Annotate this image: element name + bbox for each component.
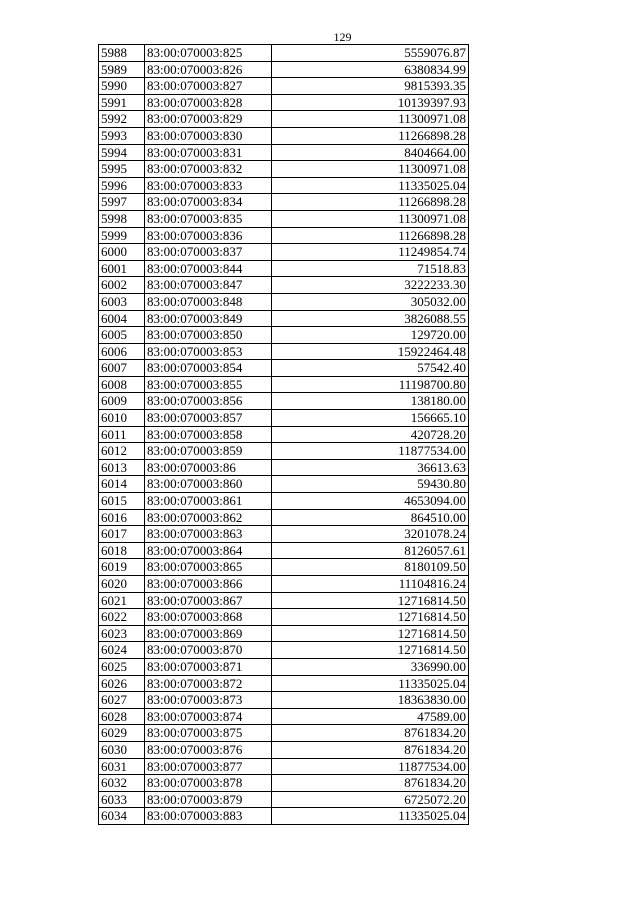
cadastral-number-cell: 83:00:070003:859 bbox=[145, 443, 272, 460]
cadastral-number-cell: 83:00:070003:867 bbox=[145, 592, 272, 609]
cadastral-number-cell: 83:00:070003:826 bbox=[145, 61, 272, 78]
table-row bbox=[99, 509, 469, 526]
row-number-cell: 6013 bbox=[99, 459, 145, 476]
cadastral-number-cell: 83:00:070003:850 bbox=[145, 327, 272, 344]
cadastral-number-cell: 83:00:070003:832 bbox=[145, 161, 272, 178]
cadastral-number-cell: 83:00:070003:833 bbox=[145, 177, 272, 194]
cadastral-value-cell: 8404664.00 bbox=[272, 144, 469, 161]
row-number-cell: 6015 bbox=[99, 493, 145, 510]
cadastral-number-cell: 83:00:070003:862 bbox=[145, 509, 272, 526]
table-row bbox=[99, 775, 469, 792]
cadastral-number-cell: 83:00:070003:874 bbox=[145, 708, 272, 725]
cadastral-number-cell: 83:00:070003:847 bbox=[145, 277, 272, 294]
table-row bbox=[99, 127, 469, 144]
cadastral-value-cell: 6725072.20 bbox=[272, 791, 469, 808]
cadastral-number-cell: 83:00:070003:878 bbox=[145, 775, 272, 792]
table-row bbox=[99, 393, 469, 410]
cadastral-value-cell: 11249854.74 bbox=[272, 244, 469, 261]
cadastral-value-cell: 11877534.00 bbox=[272, 758, 469, 775]
row-number-cell: 6016 bbox=[99, 509, 145, 526]
row-number-cell: 6006 bbox=[99, 343, 145, 360]
row-number-cell: 6027 bbox=[99, 692, 145, 709]
table-row bbox=[99, 758, 469, 775]
cadastral-number-cell: 83:00:070003:825 bbox=[145, 45, 272, 62]
row-number-cell: 6024 bbox=[99, 642, 145, 659]
cadastral-number-cell: 83:00:070003:854 bbox=[145, 360, 272, 377]
cadastral-number-cell: 83:00:070003:831 bbox=[145, 144, 272, 161]
table-row bbox=[99, 277, 469, 294]
table-row bbox=[99, 741, 469, 758]
row-number-cell: 5993 bbox=[99, 127, 145, 144]
table-row bbox=[99, 808, 469, 825]
cadastral-number-cell: 83:00:070003:861 bbox=[145, 493, 272, 510]
table-row bbox=[99, 144, 469, 161]
table-row bbox=[99, 343, 469, 360]
cadastral-value-cell: 11198700.80 bbox=[272, 376, 469, 393]
cadastral-number-cell: 83:00:070003:86 bbox=[145, 459, 272, 476]
table-row bbox=[99, 791, 469, 808]
row-number-cell: 6020 bbox=[99, 576, 145, 593]
table-row bbox=[99, 675, 469, 692]
table-row bbox=[99, 45, 469, 62]
table-row bbox=[99, 625, 469, 642]
cadastral-value-cell: 18363830.00 bbox=[272, 692, 469, 709]
cadastral-number-cell: 83:00:070003:857 bbox=[145, 410, 272, 427]
cadastral-value-cell: 11877534.00 bbox=[272, 443, 469, 460]
table-row bbox=[99, 725, 469, 742]
cadastral-number-cell: 83:00:070003:856 bbox=[145, 393, 272, 410]
cadastral-number-cell: 83:00:070003:835 bbox=[145, 210, 272, 227]
row-number-cell: 6022 bbox=[99, 609, 145, 626]
table-row bbox=[99, 260, 469, 277]
row-number-cell: 5991 bbox=[99, 94, 145, 111]
cadastral-number-cell: 83:00:070003:855 bbox=[145, 376, 272, 393]
table-body bbox=[99, 45, 469, 825]
cadastral-number-cell: 83:00:070003:849 bbox=[145, 310, 272, 327]
cadastral-value-cell: 11300971.08 bbox=[272, 111, 469, 128]
cadastral-value-cell: 71518.83 bbox=[272, 260, 469, 277]
row-number-cell: 6012 bbox=[99, 443, 145, 460]
cadastral-number-cell: 83:00:070003:866 bbox=[145, 576, 272, 593]
cadastral-value-cell: 15922464.48 bbox=[272, 343, 469, 360]
table-row bbox=[99, 609, 469, 626]
cadastral-number-cell: 83:00:070003:870 bbox=[145, 642, 272, 659]
row-number-cell: 6018 bbox=[99, 542, 145, 559]
cadastral-value-cell: 4653094.00 bbox=[272, 493, 469, 510]
row-number-cell: 5992 bbox=[99, 111, 145, 128]
row-number-cell: 5997 bbox=[99, 194, 145, 211]
row-number-cell: 6010 bbox=[99, 410, 145, 427]
table-row bbox=[99, 708, 469, 725]
row-number-cell: 6023 bbox=[99, 625, 145, 642]
row-number-cell: 6001 bbox=[99, 260, 145, 277]
cadastral-value-cell: 8761834.20 bbox=[272, 725, 469, 742]
cadastral-number-cell: 83:00:070003:837 bbox=[145, 244, 272, 261]
cadastral-value-cell: 8126057.61 bbox=[272, 542, 469, 559]
cadastral-value-cell: 305032.00 bbox=[272, 293, 469, 310]
row-number-cell: 6033 bbox=[99, 791, 145, 808]
table-row bbox=[99, 327, 469, 344]
cadastral-number-cell: 83:00:070003:860 bbox=[145, 476, 272, 493]
cadastral-value-cell: 11335025.04 bbox=[272, 675, 469, 692]
row-number-cell: 6029 bbox=[99, 725, 145, 742]
row-number-cell: 6017 bbox=[99, 526, 145, 543]
cadastral-number-cell: 83:00:070003:883 bbox=[145, 808, 272, 825]
row-number-cell: 6030 bbox=[99, 741, 145, 758]
table-row bbox=[99, 476, 469, 493]
cadastral-value-cell: 5559076.87 bbox=[272, 45, 469, 62]
table-row bbox=[99, 410, 469, 427]
cadastral-number-cell: 83:00:070003:829 bbox=[145, 111, 272, 128]
cadastral-value-cell: 156665.10 bbox=[272, 410, 469, 427]
row-number-cell: 5996 bbox=[99, 177, 145, 194]
table-row bbox=[99, 376, 469, 393]
cadastral-value-cell: 3201078.24 bbox=[272, 526, 469, 543]
row-number-cell: 6009 bbox=[99, 393, 145, 410]
cadastral-value-cell: 10139397.93 bbox=[272, 94, 469, 111]
row-number-cell: 5995 bbox=[99, 161, 145, 178]
table-row bbox=[99, 426, 469, 443]
cadastral-number-cell: 83:00:070003:836 bbox=[145, 227, 272, 244]
table-row bbox=[99, 210, 469, 227]
table-row bbox=[99, 61, 469, 78]
cadastral-value-cell: 11300971.08 bbox=[272, 161, 469, 178]
table-row bbox=[99, 592, 469, 609]
cadastral-value-cell: 8180109.50 bbox=[272, 559, 469, 576]
table-row bbox=[99, 194, 469, 211]
cadastral-value-cell: 12716814.50 bbox=[272, 609, 469, 626]
table-row bbox=[99, 293, 469, 310]
cadastral-value-cell: 11335025.04 bbox=[272, 808, 469, 825]
row-number-cell: 6007 bbox=[99, 360, 145, 377]
row-number-cell: 5989 bbox=[99, 61, 145, 78]
cadastral-number-cell: 83:00:070003:877 bbox=[145, 758, 272, 775]
row-number-cell: 5998 bbox=[99, 210, 145, 227]
table-row bbox=[99, 227, 469, 244]
cadastral-number-cell: 83:00:070003:853 bbox=[145, 343, 272, 360]
table-row bbox=[99, 542, 469, 559]
table-row bbox=[99, 642, 469, 659]
row-number-cell: 6034 bbox=[99, 808, 145, 825]
cadastral-number-cell: 83:00:070003:868 bbox=[145, 609, 272, 626]
table-row bbox=[99, 658, 469, 675]
cadastral-value-cell: 12716814.50 bbox=[272, 642, 469, 659]
cadastral-value-cell: 9815393.35 bbox=[272, 78, 469, 95]
table-row bbox=[99, 692, 469, 709]
table-row bbox=[99, 310, 469, 327]
cadastral-number-cell: 83:00:070003:879 bbox=[145, 791, 272, 808]
cadastral-number-cell: 83:00:070003:863 bbox=[145, 526, 272, 543]
cadastral-value-cell: 6380834.99 bbox=[272, 61, 469, 78]
row-number-cell: 6005 bbox=[99, 327, 145, 344]
cadastral-value-cell: 12716814.50 bbox=[272, 592, 469, 609]
row-number-cell: 6014 bbox=[99, 476, 145, 493]
cadastral-number-cell: 83:00:070003:830 bbox=[145, 127, 272, 144]
cadastral-value-cell: 138180.00 bbox=[272, 393, 469, 410]
cadastral-value-cell: 59430.80 bbox=[272, 476, 469, 493]
table-row bbox=[99, 111, 469, 128]
row-number-cell: 6019 bbox=[99, 559, 145, 576]
cadastral-number-cell: 83:00:070003:872 bbox=[145, 675, 272, 692]
cadastral-number-cell: 83:00:070003:828 bbox=[145, 94, 272, 111]
row-number-cell: 6000 bbox=[99, 244, 145, 261]
cadastral-value-cell: 11266898.28 bbox=[272, 227, 469, 244]
cadastral-number-cell: 83:00:070003:844 bbox=[145, 260, 272, 277]
cadastral-number-cell: 83:00:070003:871 bbox=[145, 658, 272, 675]
cadastral-number-cell: 83:00:070003:873 bbox=[145, 692, 272, 709]
cadastral-value-cell: 8761834.20 bbox=[272, 775, 469, 792]
table-row bbox=[99, 459, 469, 476]
table-row bbox=[99, 78, 469, 95]
row-number-cell: 6004 bbox=[99, 310, 145, 327]
cadastral-value-cell: 11104816.24 bbox=[272, 576, 469, 593]
table-row bbox=[99, 493, 469, 510]
cadastral-value-cell: 57542.40 bbox=[272, 360, 469, 377]
cadastral-value-cell: 11266898.28 bbox=[272, 194, 469, 211]
cadastral-value-cell: 36613.63 bbox=[272, 459, 469, 476]
cadastral-value-table bbox=[98, 44, 469, 825]
cadastral-number-cell: 83:00:070003:865 bbox=[145, 559, 272, 576]
cadastral-number-cell: 83:00:070003:834 bbox=[145, 194, 272, 211]
table-row bbox=[99, 576, 469, 593]
cadastral-number-cell: 83:00:070003:827 bbox=[145, 78, 272, 95]
table-row bbox=[99, 94, 469, 111]
table-row bbox=[99, 244, 469, 261]
cadastral-value-cell: 336990.00 bbox=[272, 658, 469, 675]
table-row bbox=[99, 526, 469, 543]
page-number: 129 bbox=[333, 30, 352, 44]
cadastral-number-cell: 83:00:070003:864 bbox=[145, 542, 272, 559]
cadastral-number-cell: 83:00:070003:869 bbox=[145, 625, 272, 642]
cadastral-value-cell: 3222233.30 bbox=[272, 277, 469, 294]
table-row bbox=[99, 177, 469, 194]
row-number-cell: 6002 bbox=[99, 277, 145, 294]
row-number-cell: 6031 bbox=[99, 758, 145, 775]
row-number-cell: 6025 bbox=[99, 658, 145, 675]
row-number-cell: 6032 bbox=[99, 775, 145, 792]
row-number-cell: 6011 bbox=[99, 426, 145, 443]
row-number-cell: 6003 bbox=[99, 293, 145, 310]
row-number-cell: 6021 bbox=[99, 592, 145, 609]
cadastral-value-cell: 12716814.50 bbox=[272, 625, 469, 642]
cadastral-value-cell: 8761834.20 bbox=[272, 741, 469, 758]
row-number-cell: 5994 bbox=[99, 144, 145, 161]
table-row bbox=[99, 360, 469, 377]
table-row bbox=[99, 443, 469, 460]
cadastral-value-cell: 47589.00 bbox=[272, 708, 469, 725]
cadastral-value-cell: 11335025.04 bbox=[272, 177, 469, 194]
table-row bbox=[99, 161, 469, 178]
cadastral-number-cell: 83:00:070003:848 bbox=[145, 293, 272, 310]
cadastral-value-cell: 11266898.28 bbox=[272, 127, 469, 144]
cadastral-value-cell: 420728.20 bbox=[272, 426, 469, 443]
row-number-cell: 5990 bbox=[99, 78, 145, 95]
cadastral-value-cell: 3826088.55 bbox=[272, 310, 469, 327]
row-number-cell: 6028 bbox=[99, 708, 145, 725]
row-number-cell: 6008 bbox=[99, 376, 145, 393]
row-number-cell: 6026 bbox=[99, 675, 145, 692]
cadastral-value-cell: 864510.00 bbox=[272, 509, 469, 526]
cadastral-value-cell: 129720.00 bbox=[272, 327, 469, 344]
cadastral-number-cell: 83:00:070003:858 bbox=[145, 426, 272, 443]
cadastral-value-cell: 11300971.08 bbox=[272, 210, 469, 227]
cadastral-number-cell: 83:00:070003:875 bbox=[145, 725, 272, 742]
table-row bbox=[99, 559, 469, 576]
cadastral-number-cell: 83:00:070003:876 bbox=[145, 741, 272, 758]
row-number-cell: 5999 bbox=[99, 227, 145, 244]
row-number-cell: 5988 bbox=[99, 45, 145, 62]
